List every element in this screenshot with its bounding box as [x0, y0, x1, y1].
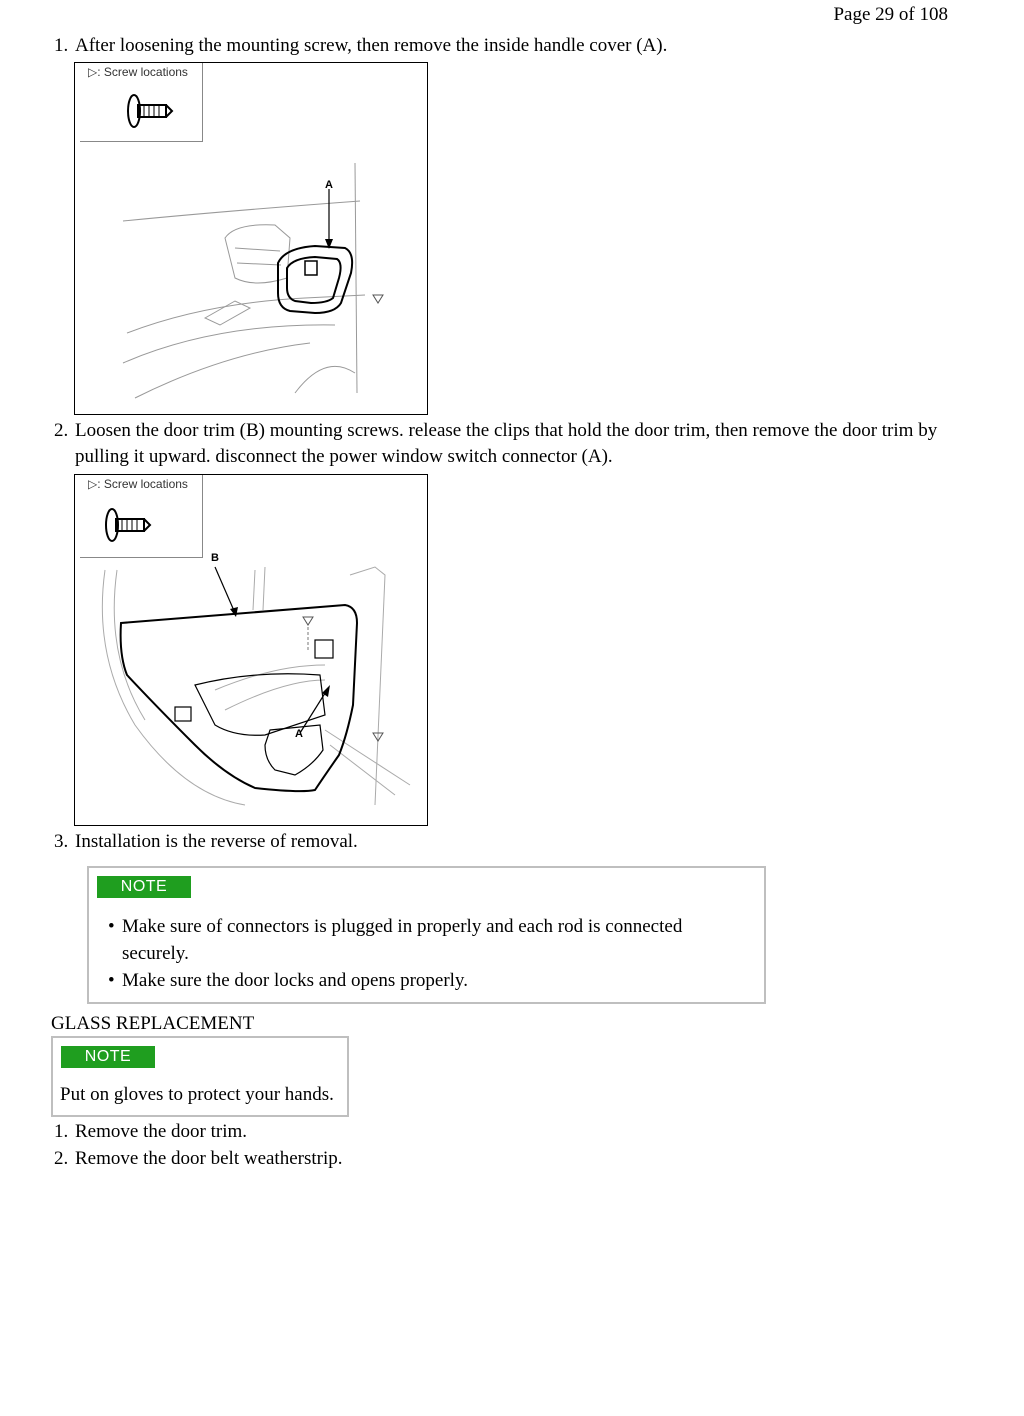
legend-text: ▷: Screw locations	[88, 65, 188, 79]
figure-handle-cover	[74, 62, 428, 415]
step-text: After loosening the mounting screw, then remove the inside handle cover (A).	[75, 35, 668, 56]
step-text: Remove the door trim.	[75, 1121, 248, 1142]
callout-b: B	[211, 552, 219, 564]
step-number: 1.	[54, 35, 69, 56]
step-text: Remove the door belt weatherstrip.	[75, 1148, 343, 1169]
note-text: Put on gloves to protect your hands.	[60, 1084, 334, 1105]
door-trim-illustration	[75, 475, 427, 825]
note-item: • Make sure of connectors is plugged in properly and each rod is connected securely.	[108, 913, 728, 967]
step-text: Installation is the reverse of removal.	[75, 831, 358, 852]
step-number: 1.	[54, 1121, 69, 1142]
callout-a: A	[295, 728, 303, 740]
note-box	[87, 866, 766, 1004]
glass-step-2	[54, 1146, 343, 1172]
note-badge: NOTE	[97, 876, 191, 898]
step-number: 2.	[54, 1148, 69, 1169]
step-text: Loosen the door trim (B) mounting screws. release the clips that hold the door trim, then remove the door trim by pulling it upward. disconnect the power window switch connector (A).	[75, 420, 938, 467]
note-item: • Make sure the door locks and opens properly.	[108, 967, 728, 994]
handle-cover-illustration	[75, 63, 427, 414]
note-list	[108, 913, 728, 994]
callout-a: A	[325, 179, 333, 191]
glass-step-1	[54, 1119, 247, 1145]
note-box-gloves	[51, 1036, 349, 1117]
step-1	[54, 33, 667, 59]
step-number: 3.	[54, 831, 69, 852]
note-badge: NOTE	[61, 1046, 155, 1068]
legend-text: ▷: Screw locations	[88, 477, 188, 491]
figure-door-trim	[74, 474, 428, 826]
section-heading: GLASS REPLACEMENT	[51, 1013, 255, 1034]
page-number: Page 29 of 108	[833, 4, 948, 25]
step-2	[54, 418, 974, 470]
step-3	[54, 829, 358, 855]
step-number: 2.	[54, 420, 69, 441]
